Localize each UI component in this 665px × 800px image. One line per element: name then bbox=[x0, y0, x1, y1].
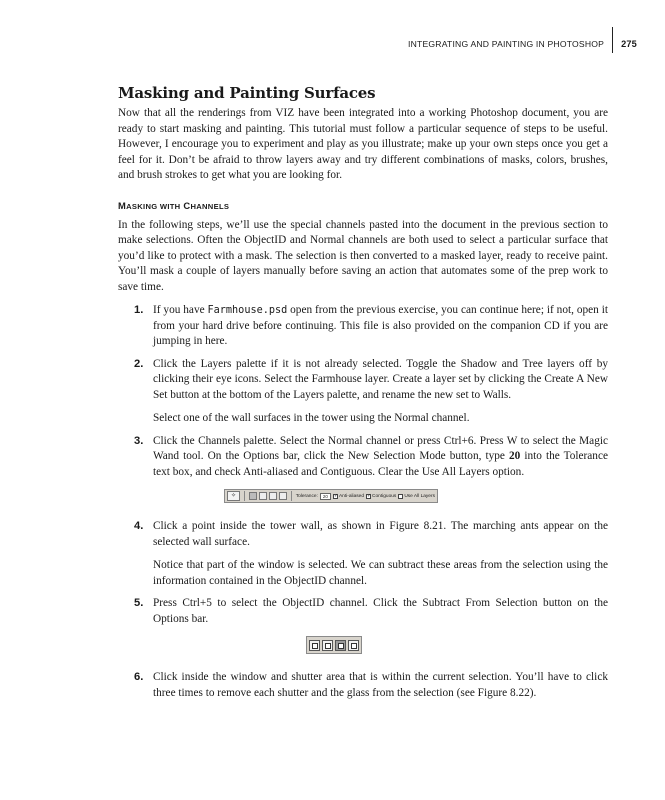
step-5 bbox=[118, 596, 608, 627]
step-number: 4. bbox=[134, 520, 144, 532]
page-content bbox=[118, 84, 608, 708]
step-list bbox=[118, 303, 608, 480]
filename: Farmhouse.psd bbox=[207, 305, 288, 316]
use-all-layers-option: Use All Layers bbox=[398, 494, 435, 499]
subsection-intro: In the following steps, we’ll use the special channels pasted into the document in the previous section to make selections. Often the ObjectID and Normal channels are both used to select a particular surface that you’d like to protect with a mask. The selection is then converted to a masked layer, ready to receive paint. You’ll mask a couple of layers manually before saving an action that automates some of the prep work to save time. bbox=[118, 218, 608, 293]
anti-aliased-option: ✓ Anti-aliased bbox=[333, 492, 365, 499]
selection-mode-buttons-figure bbox=[306, 636, 362, 654]
step-number: 2. bbox=[134, 357, 144, 370]
step-4 bbox=[118, 519, 608, 589]
section-intro: Now that all the renderings from VIZ have been integrated into a working Photoshop document, you are ready to start masking and painting. This tutorial must follow a particular sequence of steps to be useful. However, I encourage you to experiment and play as you illustrate; make up your own steps once you get a feel for it. Don’t be afraid to throw layers away and try different combinations of masks, colors, brushes, and brush strokes to get what you are looking for. bbox=[118, 107, 608, 181]
step-3 bbox=[118, 434, 608, 481]
running-head-title: INTEGRATING AND PAINTING IN PHOTOSHOP bbox=[408, 39, 605, 49]
checkbox-empty-icon bbox=[398, 494, 403, 499]
tolerance-label: Tolerance: bbox=[295, 493, 318, 499]
step-number: 1. bbox=[134, 304, 144, 316]
step-2 bbox=[118, 357, 608, 427]
step-text: Click inside the window and shutter area that is within the current selection. You’ll have to click three times to remove each shutter and the glass from the selection (see Figure 8.22). bbox=[153, 671, 608, 699]
new-selection-icon bbox=[249, 492, 257, 500]
tolerance-value: 20 bbox=[508, 450, 521, 462]
intersect-selection-icon bbox=[348, 640, 359, 651]
toolbar-divider bbox=[291, 491, 292, 501]
step-text: Click a point inside the tower wall, as shown in Figure 8.21. The marching ants appear on the selected wall surface. bbox=[153, 520, 608, 548]
step-list-continued bbox=[118, 519, 608, 627]
step-6 bbox=[118, 670, 608, 701]
intersect-selection-icon bbox=[279, 492, 287, 500]
magic-wand-icon: ✧ bbox=[227, 491, 240, 501]
step-note: Notice that part of the window is selected. We can subtract these areas from the selection using the information contained in the ObjectID channel. bbox=[153, 559, 608, 587]
step-text: Press Ctrl+5 to select the ObjectID channel. Click the Subtract From Selection button on the Options bar. bbox=[153, 597, 608, 625]
step-text: Click the Layers palette if it is not already selected. Toggle the Shadow and Tree layers off by clicking their eye icons. Select the Farmhouse layer. Create a layer set by clicking the Create A New Set button at the bottom of the Layers palette, and rename the new set to Walls. bbox=[153, 357, 608, 401]
step-number: 3. bbox=[134, 434, 144, 447]
options-bar-figure bbox=[224, 489, 438, 503]
contiguous-option: ✓ Contiguous bbox=[367, 492, 397, 499]
subtract-from-selection-icon bbox=[335, 640, 346, 651]
checkbox-checked-icon: ✓ bbox=[333, 492, 339, 499]
step-number: 6. bbox=[134, 671, 144, 683]
section-title: Masking and Painting Surfaces bbox=[118, 84, 376, 102]
tolerance-field: 20 bbox=[320, 493, 331, 500]
subtract-from-selection-icon bbox=[269, 492, 277, 500]
step-1 bbox=[118, 303, 608, 350]
step-text: If you have Farmhouse.psd open from the previous exercise, you can continue here; if not, open it from your hard drive before continuing. This file is also provided on the companion CD if you are jumping in here. bbox=[153, 304, 608, 347]
step-text: Click the Channels palette. Select the Normal channel or press Ctrl+6. Press W to select the Magic Wand tool. On the Options bar, click the New Selection Mode button, type 20 into the Tolerance text box, and check Anti-aliased and Contiguous. Clear the Use All Layers option. bbox=[153, 434, 608, 478]
add-to-selection-icon bbox=[322, 640, 333, 651]
page-number: 275 bbox=[621, 39, 637, 49]
checkbox-checked-icon: ✓ bbox=[367, 492, 372, 499]
add-to-selection-icon bbox=[259, 492, 267, 500]
new-selection-icon bbox=[309, 640, 320, 651]
step-number: 5. bbox=[134, 597, 144, 609]
subsection-title: MASKING WITH CHANNELS bbox=[118, 199, 230, 211]
step-list-final bbox=[118, 670, 608, 701]
step-note: Select one of the wall surfaces in the tower using the Normal channel. bbox=[153, 412, 470, 424]
running-head bbox=[408, 36, 637, 52]
toolbar-divider bbox=[244, 491, 245, 501]
